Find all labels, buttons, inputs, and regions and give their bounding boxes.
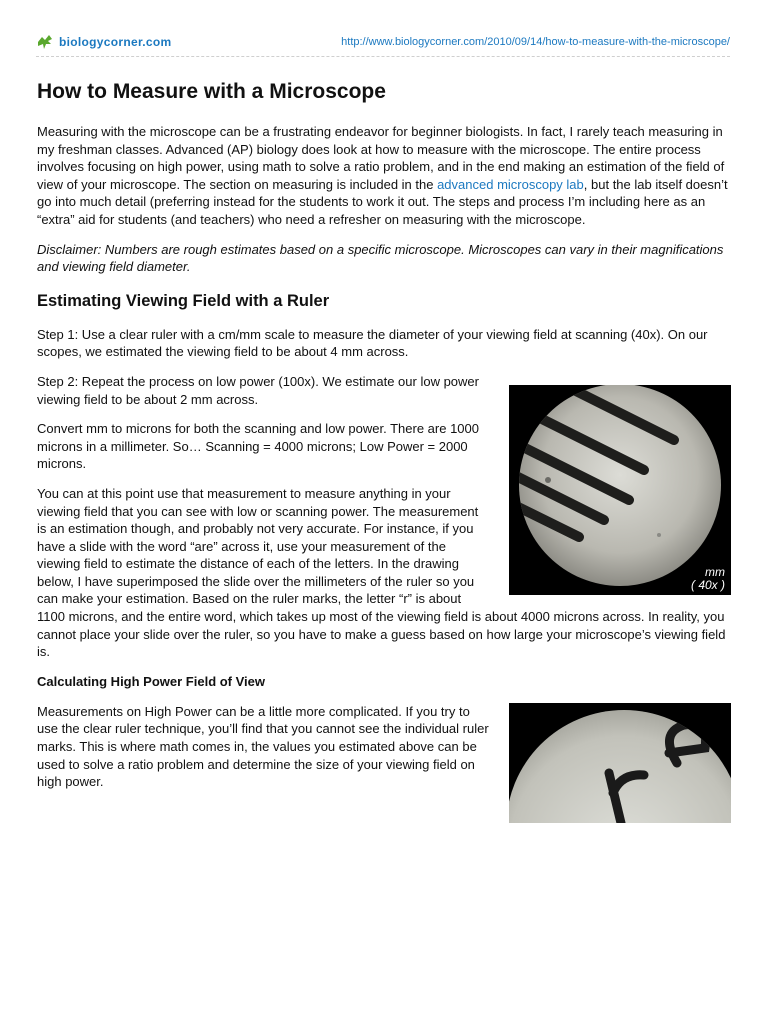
intro-text-part2: , but the lab itself doesn’t go into much detail (preferring instead for the students to work it out. The steps and process I’m including here as an “extra” aid for students (and teachers) who need a refresher on measuring with the microscope. [37, 176, 728, 227]
step2-paragraph: Step 2: Repeat the process on low power (100x). We estimate our low power viewing field to be about 2 mm across. [37, 373, 479, 407]
measure-paragraph: You can at this point use that measurement to measure anything in your viewing field that you can see with low or scanning power. The measurement is an estimation though, and probably not very accurate. For instance, if you have a slide with the word “are” across it, use your measurement of the viewing field to estimate the distance of each of the letters. In the drawing below, I have superimposed the slide over the millimeters of the ruler so you can make your estimation. Based on the ruler marks, the letter “r” is about 1100 microns, and the entire word, which takes up most of the viewing field is about 4000 microns across. In reality, you cannot place your slide over the ruler, so you have to make a guess based on how large your microscope’s viewing field is. [37, 485, 726, 660]
figure-caption [691, 566, 725, 592]
ruler-image [509, 385, 731, 595]
caption-unit: mm [705, 564, 725, 579]
leaf-logo-icon [36, 34, 54, 50]
are-letters-micrograph [509, 703, 731, 823]
page-header [36, 30, 730, 57]
ruler-micrograph-40x [509, 385, 731, 595]
intro-paragraph [37, 123, 731, 229]
site-name: biologycorner.com [59, 35, 172, 49]
page-url[interactable]: http://www.biologycorner.com/2010/09/14/how-to-measure-with-the-microscope/ [341, 36, 730, 48]
step1-paragraph: Step 1: Use a clear ruler with a cm/mm scale to measure the diameter of your viewing field at scanning (40x). On our scopes, we estimated the viewing field to be about 4 mm across. [37, 326, 708, 360]
section-heading-ruler: Estimating Viewing Field with a Ruler [37, 291, 330, 310]
disclaimer-paragraph: Disclaimer: Numbers are rough estimates based on a specific microscope. Microscopes can vary in their magnifications and viewing field diameter. [37, 241, 724, 275]
letters-image [509, 703, 731, 823]
section-heading-high-power: Calculating High Power Field of View [37, 673, 266, 689]
caption-magnification: ( 40x ) [690, 577, 725, 592]
high-power-paragraph: Measurements on High Power can be a little more complicated. If you try to use the clear ruler technique, you’ll find that you cannot see the individual ruler marks. This is where math comes in, the values you estimated above can be used to solve a ratio problem and determine the size of your viewing field on high power. [37, 703, 489, 790]
intro-text-part1: Measuring with the microscope can be a frustrating endeavor for beginner biologists. In fact, I rarely teach measuring in my freshman classes. Advanced (AP) biology does look at how to measure with the microscope. The entire process involves focusing on high power, using math to solve a ratio problem, and in the end making an estimation of the field of view of your microscope. The section on measuring is included in the [37, 124, 725, 192]
convert-paragraph: Convert mm to microns for both the scanning and low power. There are 1000 microns in a millimeter. So… Scanning = 4000 microns; Low Power = 2000 microns. [37, 421, 479, 472]
site-brand[interactable] [36, 34, 171, 50]
advanced-microscopy-lab-link[interactable]: advanced microscopy lab [437, 176, 584, 192]
page-title: How to Measure with a Microscope [37, 80, 386, 103]
article [37, 79, 731, 831]
